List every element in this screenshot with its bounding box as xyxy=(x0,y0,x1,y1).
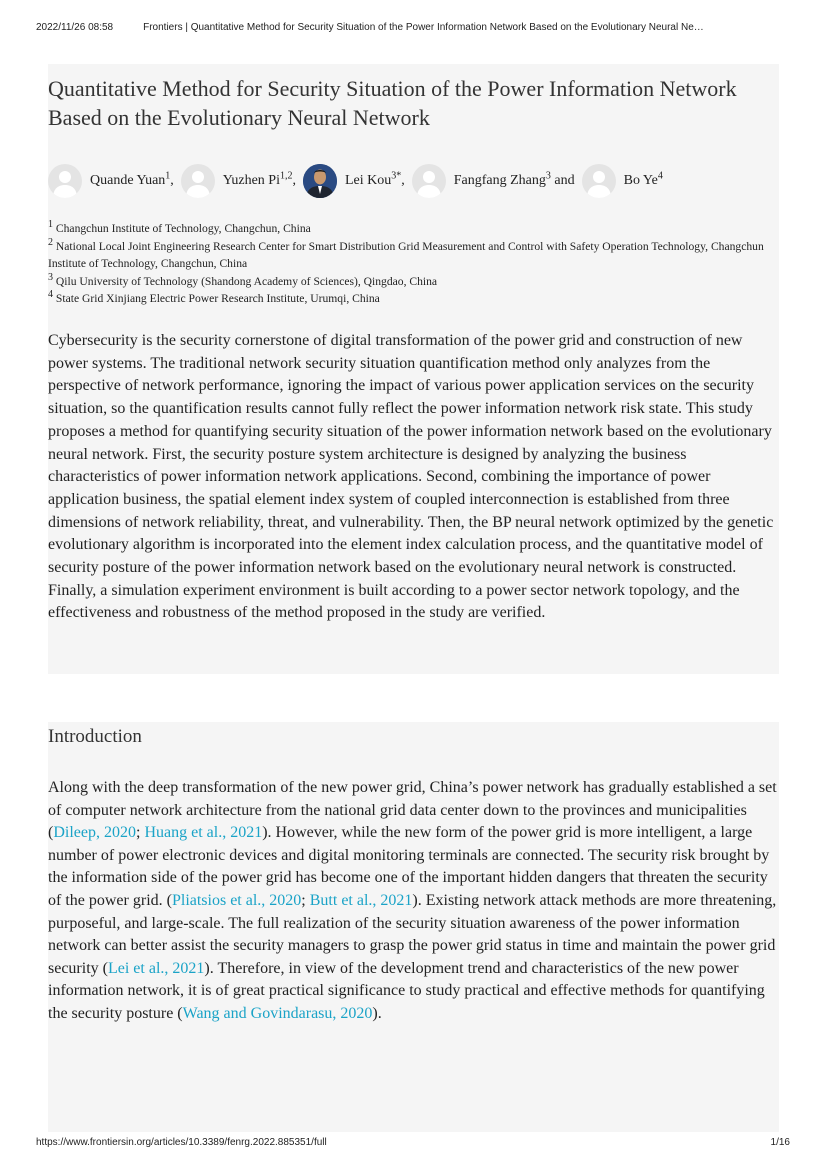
affiliation-1: $^1$ Changchun Institute of Technology, Changchun, China xyxy=(48,219,311,235)
print-datetime: 2022/11/26 08:58 xyxy=(36,22,114,33)
print-page-number: 1/16 xyxy=(770,1137,790,1148)
citation-link[interactable]: Wang and Govindarasu, 2020 xyxy=(182,1004,373,1022)
author-name[interactable]: Quande Yuan$^1$ xyxy=(90,170,171,188)
author-fangfang-zhang[interactable] xyxy=(412,164,551,198)
affiliation-list xyxy=(48,220,778,308)
abstract-text: Cybersecurity is the security cornerstone of digital transformation of the power grid and construction of new power systems. The traditional network security situation quantification method only analyzes from the perspective of network performance, ignoring the impact of various power application services on the security situation, so the quantification results cannot fully reflect the power information network risk state. This study proposes a method for quantifying security situation of the power information network based on the evolutionary neural network. First, the security posture system architecture is designed by analyzing the business characteristics of power information network applications. Second, combining the importance of power application business, the spatial element index system of coupled interconnection is established from three dimensions of network reliability, threat, and vulnerability. Then, the BP neural network optimized by the genetic evolutionary algorithm is incorporated into the element index calculation process, and the quantitative model of security posture of the power information network based on the evolutionary neural network is constructed. Finally, a simulation experiment environment is built according to a power sector network topology, and the effectiveness and robustness of the method proposed in the study are verified. xyxy=(48,332,774,622)
print-url: https://www.frontiersin.org/articles/10.3389/fenrg.2022.885351/full xyxy=(36,1137,327,1148)
avatar-placeholder-icon xyxy=(582,164,616,198)
author-name[interactable]: Lei Kou$^{3*}$ xyxy=(344,170,402,188)
citation-link[interactable]: Butt et al., 2021 xyxy=(309,891,413,909)
article-title-line-2: Based on the Evolutionary Neural Network xyxy=(48,105,430,130)
author-yuzhen-pi[interactable] xyxy=(181,164,293,198)
author-quande-yuan[interactable] xyxy=(48,164,170,198)
author-lei-kou[interactable] xyxy=(303,164,401,198)
print-header xyxy=(36,22,790,33)
avatar-placeholder-icon xyxy=(412,164,446,198)
introduction-paragraph: Along with the deep transformation of the new power grid, China’s power network has gradually established a set of computer network architecture from the national grid data center down to the provinces and municipalities (Dileep, 2020; Huang et al., 2021). However, while the new form of the power grid is more intelligent, a large number of power electronic devices and digital monitoring terminals are connected. The security risk brought by the information side of the power grid has become one of the important hidden dangers that threaten the security of the power grid. (Pliatsios et al., 2020; Butt et al., 2021). Existing network attack methods are more threatening, purposeful, and large-scale. The full realization of the security situation awareness of the power information network can better assist the security managers to grasp the power grid status in time and maintain the power grid security (Lei et al., 2021). Therefore, in view of the development trend and characteristics of the new power information network, it is of great practical significance to study practical and effective methods for quantifying the security posture (Wang and Govindarasu, 2020). xyxy=(48,779,777,1022)
author-photo-icon xyxy=(303,164,337,198)
author-separator: , xyxy=(292,173,296,188)
citation-link[interactable]: Huang et al., 2021 xyxy=(144,824,263,842)
author-name[interactable]: Yuzhen Pi$^{1,2}$ xyxy=(222,170,293,188)
avatar-placeholder-icon xyxy=(48,164,82,198)
print-footer xyxy=(36,1137,790,1148)
author-bo-ye[interactable] xyxy=(582,164,663,198)
introduction-heading: Introduction xyxy=(48,726,142,747)
author-list xyxy=(48,164,663,198)
author-name[interactable]: Fangfang Zhang$^3$ xyxy=(453,170,551,188)
citation-link[interactable]: Dileep, 2020 xyxy=(53,824,136,842)
author-separator: and xyxy=(550,173,575,188)
avatar-placeholder-icon xyxy=(181,164,215,198)
affiliation-3: $^3$ Qilu University of Technology (Shandong Academy of Sciences), Qingdao, China xyxy=(48,271,438,288)
author-name[interactable]: Bo Ye$^4$ xyxy=(623,170,663,188)
article-title-line-1: Quantitative Method for Security Situation of the Power Information Network xyxy=(48,76,737,101)
citation-link[interactable]: Pliatsios et al., 2020 xyxy=(171,891,302,909)
citation-link[interactable]: Lei et al., 2021 xyxy=(107,959,205,977)
print-document-title: Frontiers | Quantitative Method for Security Situation of the Power Information Network Based on the Evolutionary Neural Ne… xyxy=(143,22,704,33)
article-title xyxy=(48,74,788,132)
affiliation-4: $^4$ State Grid Xinjiang Electric Power Research Institute, Urumqi, China xyxy=(48,289,380,305)
affiliation-2: $^2$ National Local Joint Engineering Research Center for Smart Distribution Grid Measurement and Control with Safety Operation Technology, Changchun Institute of Technology, Changchun, China xyxy=(48,236,764,270)
author-separator: , xyxy=(401,173,405,188)
author-separator: , xyxy=(170,173,174,188)
